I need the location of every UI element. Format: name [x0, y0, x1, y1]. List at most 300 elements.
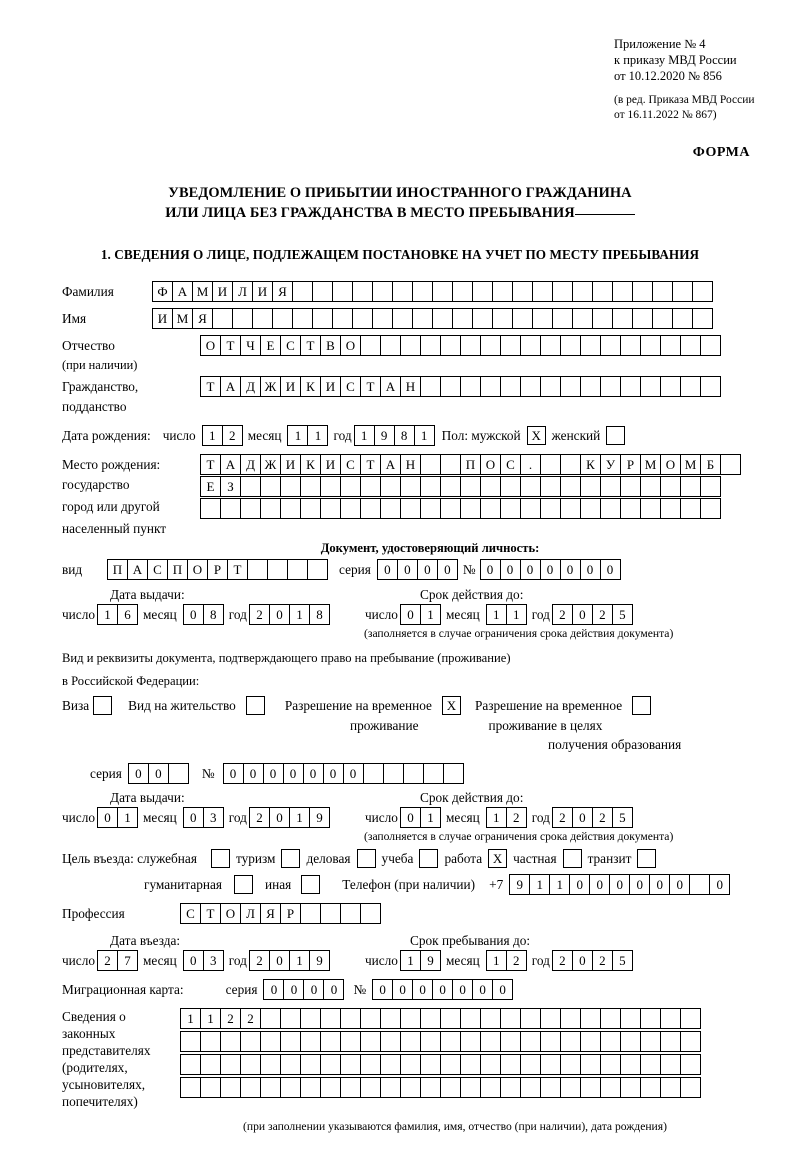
- cell[interactable]: С: [340, 454, 361, 475]
- cell[interactable]: [540, 335, 561, 356]
- cell[interactable]: [540, 498, 561, 519]
- cell[interactable]: Т: [220, 335, 241, 356]
- cell[interactable]: [580, 335, 601, 356]
- cell[interactable]: [220, 1054, 241, 1075]
- cell[interactable]: А: [220, 376, 241, 397]
- cell[interactable]: [287, 559, 308, 580]
- cell[interactable]: 1: [354, 425, 375, 446]
- cell[interactable]: [560, 1031, 581, 1052]
- cell[interactable]: 0: [492, 979, 513, 1000]
- cell[interactable]: [480, 476, 501, 497]
- cell[interactable]: [700, 476, 721, 497]
- cell[interactable]: [220, 1031, 241, 1052]
- purpose-business-checkbox[interactable]: [357, 849, 376, 868]
- cell[interactable]: О: [480, 454, 501, 475]
- cell[interactable]: 0: [572, 950, 593, 971]
- cell[interactable]: [640, 1008, 661, 1029]
- cell[interactable]: [540, 376, 561, 397]
- profession-cells[interactable]: [180, 903, 380, 924]
- cell[interactable]: [560, 1054, 581, 1075]
- cell[interactable]: [380, 498, 401, 519]
- cell[interactable]: [520, 335, 541, 356]
- cell[interactable]: [540, 1031, 561, 1052]
- cell[interactable]: 0: [500, 559, 521, 580]
- legal-rep-row-4[interactable]: [180, 1077, 700, 1098]
- cell[interactable]: Л: [232, 281, 253, 302]
- cell[interactable]: С: [147, 559, 168, 580]
- cell[interactable]: [420, 376, 441, 397]
- cell[interactable]: [260, 1054, 281, 1075]
- cell[interactable]: О: [660, 454, 681, 475]
- cell[interactable]: И: [212, 281, 233, 302]
- birthplace-city-cells[interactable]: [200, 476, 720, 497]
- sex-male-checkbox[interactable]: X: [527, 426, 546, 445]
- cell[interactable]: 8: [309, 604, 330, 625]
- cell[interactable]: [689, 874, 710, 895]
- cell[interactable]: [260, 1031, 281, 1052]
- cell[interactable]: [180, 1077, 201, 1098]
- cell[interactable]: 2: [506, 950, 527, 971]
- cell[interactable]: [440, 1008, 461, 1029]
- cell[interactable]: 2: [97, 950, 118, 971]
- doc-kind-cells[interactable]: [107, 559, 327, 580]
- edu-residence-checkbox[interactable]: [632, 696, 651, 715]
- cell[interactable]: [420, 476, 441, 497]
- cell[interactable]: [592, 308, 613, 329]
- cell[interactable]: М: [680, 454, 701, 475]
- cell[interactable]: О: [220, 903, 241, 924]
- cell[interactable]: 2: [249, 807, 270, 828]
- cell[interactable]: [520, 376, 541, 397]
- cell[interactable]: 0: [572, 604, 593, 625]
- cell[interactable]: [680, 498, 701, 519]
- cell[interactable]: [400, 1008, 421, 1029]
- cell[interactable]: 5: [612, 950, 633, 971]
- cell[interactable]: [400, 498, 421, 519]
- cell[interactable]: [540, 454, 561, 475]
- doc-issue-year-cells[interactable]: [249, 604, 329, 625]
- cell[interactable]: [500, 376, 521, 397]
- cell[interactable]: И: [252, 281, 273, 302]
- cell[interactable]: И: [280, 376, 301, 397]
- cell[interactable]: [360, 903, 381, 924]
- cell[interactable]: [400, 1031, 421, 1052]
- cell[interactable]: Р: [207, 559, 228, 580]
- cell[interactable]: З: [220, 476, 241, 497]
- cell[interactable]: 0: [243, 763, 264, 784]
- cell[interactable]: С: [280, 335, 301, 356]
- cell[interactable]: [272, 308, 293, 329]
- cell[interactable]: [360, 498, 381, 519]
- cell[interactable]: Т: [200, 454, 221, 475]
- cell[interactable]: Т: [200, 903, 221, 924]
- cell[interactable]: [600, 1031, 621, 1052]
- cell[interactable]: [440, 498, 461, 519]
- cell[interactable]: [400, 1054, 421, 1075]
- permit-valid-month-cells[interactable]: [486, 807, 526, 828]
- cell[interactable]: [432, 308, 453, 329]
- cell[interactable]: [600, 1008, 621, 1029]
- cell[interactable]: [443, 763, 464, 784]
- stay-day-cells[interactable]: [400, 950, 440, 971]
- cell[interactable]: [460, 335, 481, 356]
- cell[interactable]: [500, 1031, 521, 1052]
- cell[interactable]: 2: [506, 807, 527, 828]
- cell[interactable]: 1: [289, 604, 310, 625]
- cell[interactable]: [600, 476, 621, 497]
- cell[interactable]: Ж: [260, 454, 281, 475]
- cell[interactable]: 0: [283, 763, 304, 784]
- cell[interactable]: [440, 454, 461, 475]
- cell[interactable]: 0: [629, 874, 650, 895]
- permit-issue-month-cells[interactable]: [183, 807, 223, 828]
- cell[interactable]: [480, 335, 501, 356]
- cell[interactable]: К: [300, 376, 321, 397]
- cell[interactable]: [300, 903, 321, 924]
- cell[interactable]: [580, 476, 601, 497]
- entry-year-cells[interactable]: [249, 950, 329, 971]
- cell[interactable]: [512, 308, 533, 329]
- cell[interactable]: 1: [200, 1008, 221, 1029]
- cell[interactable]: М: [640, 454, 661, 475]
- cell[interactable]: [640, 335, 661, 356]
- cell[interactable]: 0: [128, 763, 149, 784]
- cell[interactable]: [652, 281, 673, 302]
- cell[interactable]: [560, 1077, 581, 1098]
- cell[interactable]: [267, 559, 288, 580]
- cell[interactable]: [520, 1008, 541, 1029]
- cell[interactable]: [360, 1054, 381, 1075]
- cell[interactable]: [560, 376, 581, 397]
- cell[interactable]: 2: [592, 807, 613, 828]
- cell[interactable]: [440, 476, 461, 497]
- cell[interactable]: [512, 281, 533, 302]
- cell[interactable]: [520, 1054, 541, 1075]
- cell[interactable]: [260, 1077, 281, 1098]
- cell[interactable]: 9: [309, 950, 330, 971]
- mig-number-cells[interactable]: [372, 979, 512, 1000]
- cell[interactable]: [600, 335, 621, 356]
- birth-day-cells[interactable]: [202, 425, 242, 446]
- doc-issue-day-cells[interactable]: [97, 604, 137, 625]
- cell[interactable]: [380, 1077, 401, 1098]
- cell[interactable]: [400, 476, 421, 497]
- cell[interactable]: Н: [400, 454, 421, 475]
- phone-cells[interactable]: [509, 874, 729, 895]
- cell[interactable]: 1: [180, 1008, 201, 1029]
- cell[interactable]: 0: [323, 979, 344, 1000]
- cell[interactable]: [312, 281, 333, 302]
- cell[interactable]: П: [167, 559, 188, 580]
- cell[interactable]: [372, 281, 393, 302]
- cell[interactable]: [320, 1077, 341, 1098]
- cell[interactable]: [420, 335, 441, 356]
- cell[interactable]: [452, 308, 473, 329]
- cell[interactable]: С: [340, 376, 361, 397]
- cell[interactable]: [480, 1008, 501, 1029]
- cell[interactable]: [307, 559, 328, 580]
- cell[interactable]: [360, 1031, 381, 1052]
- cell[interactable]: [420, 1031, 441, 1052]
- cell[interactable]: К: [580, 454, 601, 475]
- cell[interactable]: 0: [609, 874, 630, 895]
- cell[interactable]: [232, 308, 253, 329]
- cell[interactable]: Ч: [240, 335, 261, 356]
- cell[interactable]: [700, 376, 721, 397]
- cell[interactable]: 2: [220, 1008, 241, 1029]
- doc-valid-month-cells[interactable]: [486, 604, 526, 625]
- cell[interactable]: [500, 335, 521, 356]
- cell[interactable]: [240, 1077, 261, 1098]
- doc-number-cells[interactable]: [480, 559, 620, 580]
- cell[interactable]: 0: [589, 874, 610, 895]
- cell[interactable]: [420, 454, 441, 475]
- cell[interactable]: Я: [192, 308, 213, 329]
- cell[interactable]: 2: [552, 807, 573, 828]
- birth-month-cells[interactable]: [287, 425, 327, 446]
- cell[interactable]: [168, 763, 189, 784]
- cell[interactable]: 0: [323, 763, 344, 784]
- cell[interactable]: 8: [394, 425, 415, 446]
- cell[interactable]: О: [200, 335, 221, 356]
- cell[interactable]: [680, 376, 701, 397]
- cell[interactable]: [620, 1031, 641, 1052]
- cell[interactable]: [260, 476, 281, 497]
- stay-year-cells[interactable]: [552, 950, 632, 971]
- cell[interactable]: 0: [412, 979, 433, 1000]
- cell[interactable]: 0: [392, 979, 413, 1000]
- cell[interactable]: М: [192, 281, 213, 302]
- legal-rep-row-2[interactable]: [180, 1031, 700, 1052]
- cell[interactable]: 2: [240, 1008, 261, 1029]
- cell[interactable]: [280, 1008, 301, 1029]
- cell[interactable]: [560, 476, 581, 497]
- cell[interactable]: 2: [249, 950, 270, 971]
- cell[interactable]: [672, 281, 693, 302]
- cell[interactable]: А: [172, 281, 193, 302]
- cell[interactable]: Т: [300, 335, 321, 356]
- cell[interactable]: [552, 308, 573, 329]
- cell[interactable]: 0: [397, 559, 418, 580]
- cell[interactable]: Р: [280, 903, 301, 924]
- cell[interactable]: [720, 454, 741, 475]
- cell[interactable]: [200, 498, 221, 519]
- cell[interactable]: И: [280, 454, 301, 475]
- cell[interactable]: 0: [269, 604, 290, 625]
- cell[interactable]: [660, 1054, 681, 1075]
- cell[interactable]: [580, 1054, 601, 1075]
- cell[interactable]: 1: [529, 874, 550, 895]
- cell[interactable]: [632, 281, 653, 302]
- cell[interactable]: [340, 903, 361, 924]
- cell[interactable]: [592, 281, 613, 302]
- purpose-private-checkbox[interactable]: [563, 849, 582, 868]
- cell[interactable]: [520, 476, 541, 497]
- cell[interactable]: [672, 308, 693, 329]
- cell[interactable]: [280, 1031, 301, 1052]
- permit-issue-day-cells[interactable]: [97, 807, 137, 828]
- cell[interactable]: 3: [203, 950, 224, 971]
- permit-number-cells[interactable]: [223, 763, 463, 784]
- cell[interactable]: 0: [148, 763, 169, 784]
- cell[interactable]: [260, 1008, 281, 1029]
- cell[interactable]: [280, 498, 301, 519]
- cell[interactable]: [460, 476, 481, 497]
- cell[interactable]: [280, 1054, 301, 1075]
- cell[interactable]: 9: [509, 874, 530, 895]
- cell[interactable]: У: [600, 454, 621, 475]
- cell[interactable]: Т: [360, 454, 381, 475]
- cell[interactable]: И: [152, 308, 173, 329]
- cell[interactable]: 3: [203, 807, 224, 828]
- cell[interactable]: [460, 376, 481, 397]
- cell[interactable]: [320, 903, 341, 924]
- cell[interactable]: [412, 281, 433, 302]
- cell[interactable]: [480, 498, 501, 519]
- cell[interactable]: 0: [303, 979, 324, 1000]
- cell[interactable]: 2: [592, 950, 613, 971]
- cell[interactable]: [560, 335, 581, 356]
- cell[interactable]: [640, 498, 661, 519]
- cell[interactable]: 0: [569, 874, 590, 895]
- cell[interactable]: [200, 1077, 221, 1098]
- cell[interactable]: 0: [480, 559, 501, 580]
- cell[interactable]: 1: [400, 950, 421, 971]
- entry-day-cells[interactable]: [97, 950, 137, 971]
- cell[interactable]: 1: [289, 950, 310, 971]
- cell[interactable]: [300, 1031, 321, 1052]
- permit-issue-year-cells[interactable]: [249, 807, 329, 828]
- cell[interactable]: [692, 281, 713, 302]
- cell[interactable]: [620, 1008, 641, 1029]
- cell[interactable]: Н: [400, 376, 421, 397]
- cell[interactable]: [412, 308, 433, 329]
- legal-rep-row-3[interactable]: [180, 1054, 700, 1075]
- cell[interactable]: [440, 1077, 461, 1098]
- cell[interactable]: [580, 376, 601, 397]
- cell[interactable]: [260, 498, 281, 519]
- cell[interactable]: [372, 308, 393, 329]
- cell[interactable]: А: [127, 559, 148, 580]
- cell[interactable]: Ф: [152, 281, 173, 302]
- cell[interactable]: [352, 308, 373, 329]
- cell[interactable]: [680, 335, 701, 356]
- cell[interactable]: Е: [260, 335, 281, 356]
- cell[interactable]: [423, 763, 444, 784]
- cell[interactable]: 0: [183, 950, 204, 971]
- cell[interactable]: [640, 376, 661, 397]
- cell[interactable]: [392, 281, 413, 302]
- cell[interactable]: [420, 1077, 441, 1098]
- cell[interactable]: [700, 335, 721, 356]
- cell[interactable]: 1: [506, 604, 527, 625]
- cell[interactable]: Ж: [260, 376, 281, 397]
- cell[interactable]: [540, 476, 561, 497]
- cell[interactable]: [660, 498, 681, 519]
- cell[interactable]: [532, 308, 553, 329]
- cell[interactable]: [520, 1077, 541, 1098]
- cell[interactable]: Р: [620, 454, 641, 475]
- cell[interactable]: [360, 1008, 381, 1029]
- birthplace-state-cells[interactable]: [200, 454, 740, 475]
- cell[interactable]: [460, 498, 481, 519]
- cell[interactable]: 0: [263, 763, 284, 784]
- cell[interactable]: [400, 335, 421, 356]
- cell[interactable]: [392, 308, 413, 329]
- cell[interactable]: 0: [472, 979, 493, 1000]
- cell[interactable]: 0: [263, 979, 284, 1000]
- cell[interactable]: 1: [420, 604, 441, 625]
- cell[interactable]: [360, 335, 381, 356]
- cell[interactable]: [472, 308, 493, 329]
- doc-valid-year-cells[interactable]: [552, 604, 632, 625]
- cell[interactable]: [680, 1031, 701, 1052]
- cell[interactable]: 0: [283, 979, 304, 1000]
- cell[interactable]: [460, 1054, 481, 1075]
- cell[interactable]: [680, 1077, 701, 1098]
- cell[interactable]: [200, 1031, 221, 1052]
- cell[interactable]: 5: [612, 807, 633, 828]
- cell[interactable]: 0: [452, 979, 473, 1000]
- cell[interactable]: [332, 281, 353, 302]
- cell[interactable]: [380, 476, 401, 497]
- cell[interactable]: 1: [202, 425, 223, 446]
- permit-valid-year-cells[interactable]: [552, 807, 632, 828]
- cell[interactable]: [320, 476, 341, 497]
- cell[interactable]: [620, 335, 641, 356]
- cell[interactable]: [560, 498, 581, 519]
- cell[interactable]: [403, 763, 424, 784]
- cell[interactable]: [300, 1077, 321, 1098]
- cell[interactable]: [620, 1054, 641, 1075]
- cell[interactable]: [240, 1031, 261, 1052]
- purpose-official-checkbox[interactable]: [211, 849, 230, 868]
- cell[interactable]: [280, 476, 301, 497]
- cell[interactable]: 0: [709, 874, 730, 895]
- stay-month-cells[interactable]: [486, 950, 526, 971]
- cell[interactable]: А: [380, 454, 401, 475]
- cell[interactable]: [600, 1054, 621, 1075]
- residence-permit-checkbox[interactable]: [246, 696, 265, 715]
- cell[interactable]: 1: [420, 807, 441, 828]
- cell[interactable]: А: [380, 376, 401, 397]
- citizenship-cells[interactable]: [200, 376, 720, 397]
- cell[interactable]: С: [180, 903, 201, 924]
- mig-series-cells[interactable]: [263, 979, 343, 1000]
- birth-year-cells[interactable]: [354, 425, 434, 446]
- cell[interactable]: 0: [269, 950, 290, 971]
- cell[interactable]: [200, 1054, 221, 1075]
- cell[interactable]: [572, 308, 593, 329]
- cell[interactable]: [620, 376, 641, 397]
- cell[interactable]: [340, 498, 361, 519]
- cell[interactable]: [292, 281, 313, 302]
- cell[interactable]: Б: [700, 454, 721, 475]
- cell[interactable]: [292, 308, 313, 329]
- cell[interactable]: [180, 1031, 201, 1052]
- cell[interactable]: 0: [400, 807, 421, 828]
- purpose-work-checkbox[interactable]: X: [488, 849, 507, 868]
- cell[interactable]: [440, 376, 461, 397]
- cell[interactable]: 0: [520, 559, 541, 580]
- cell[interactable]: [340, 1077, 361, 1098]
- cell[interactable]: [340, 1008, 361, 1029]
- cell[interactable]: [680, 476, 701, 497]
- cell[interactable]: [660, 1077, 681, 1098]
- cell[interactable]: Д: [240, 376, 261, 397]
- cell[interactable]: [300, 1054, 321, 1075]
- doc-series-cells[interactable]: [377, 559, 457, 580]
